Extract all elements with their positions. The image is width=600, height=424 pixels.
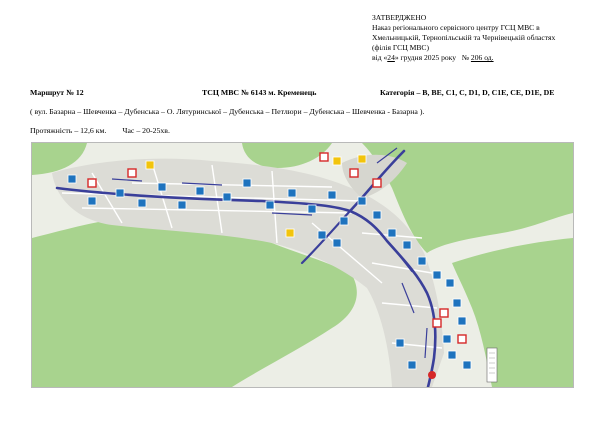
approval-date-line: [372, 53, 592, 63]
road-sign-icon: [196, 187, 204, 195]
number-label: №: [461, 53, 470, 62]
approval-line-2: Хмельницькій, Тернопільській та Чернівецькій областях: [372, 33, 556, 42]
road-sign-icon: [373, 179, 381, 187]
road-sign-icon: [388, 229, 396, 237]
license-categories: Категорія – B, BE, C1, C, D1, D, C1E, CE, D1E, DE: [380, 88, 555, 97]
road-sign-icon: [446, 279, 454, 287]
route-length: Протяжність – 12,6 км.: [30, 126, 107, 135]
road-sign-icon: [403, 241, 411, 249]
road-sign-icon: [433, 319, 441, 327]
road-sign-icon: [453, 299, 461, 307]
order-number: 206 од.: [470, 53, 494, 62]
road-sign-icon: [68, 175, 76, 183]
route-meta: [30, 126, 170, 135]
road-sign-icon: [340, 217, 348, 225]
road-sign-icon: [373, 211, 381, 219]
road-sign-icon: [408, 361, 416, 369]
road-sign-icon: [266, 201, 274, 209]
road-sign-icon: [443, 335, 451, 343]
route-map-svg: [32, 143, 573, 387]
road-sign-icon: [463, 361, 471, 369]
route-time: Час – 20-25хв.: [122, 126, 170, 135]
road-sign-icon: [223, 193, 231, 201]
road-sign-icon: [318, 231, 326, 239]
road-sign-icon: [448, 351, 456, 359]
road-sign-icon: [418, 257, 426, 265]
road-sign-icon: [320, 153, 328, 161]
road-sign-icon: [458, 317, 466, 325]
road-sign-icon: [146, 161, 154, 169]
road-sign-icon: [328, 191, 336, 199]
finish-marker: [428, 371, 436, 379]
road-sign-icon: [358, 155, 366, 163]
approval-line-3: (філія ГСЦ МВС): [372, 43, 429, 52]
road-sign-icon: [138, 199, 146, 207]
road-sign-icon: [128, 169, 136, 177]
route-name: Маршрут № 12: [30, 88, 84, 97]
route-map: [31, 142, 574, 388]
road-sign-icon: [158, 183, 166, 191]
road-sign-icon: [358, 197, 366, 205]
approval-line-1: Наказ регіонального сервісного центру ГСЦ МВС в: [372, 23, 540, 32]
road-sign-icon: [286, 229, 294, 237]
approval-title: ЗАТВЕРДЖЕНО: [372, 13, 427, 22]
road-sign-icon: [288, 189, 296, 197]
road-sign-icon: [243, 179, 251, 187]
date-prefix: від «: [372, 53, 388, 62]
date-middle: » грудня 2025 року: [394, 53, 457, 62]
road-sign-icon: [116, 189, 124, 197]
road-sign-icon: [88, 197, 96, 205]
road-sign-icon: [433, 271, 441, 279]
road-sign-icon: [440, 309, 448, 317]
date-day: 24: [387, 53, 395, 62]
road-sign-icon: [88, 179, 96, 187]
road-sign-icon: [308, 205, 316, 213]
road-sign-icon: [333, 157, 341, 165]
road-sign-icon: [458, 335, 466, 343]
approval-block: [372, 13, 592, 63]
road-sign-icon: [350, 169, 358, 177]
road-sign-icon: [396, 339, 404, 347]
road-sign-icon: [333, 239, 341, 247]
service-center: ТСЦ МВС № 6143 м. Кременець: [202, 88, 317, 97]
route-streets: ( вул. Базарна – Шевченка – Дубенська – О. Лятуринської – Дубенська – Петлюри – Дубенська – Шевченка - Базарна ).: [30, 107, 425, 116]
road-sign-icon: [178, 201, 186, 209]
